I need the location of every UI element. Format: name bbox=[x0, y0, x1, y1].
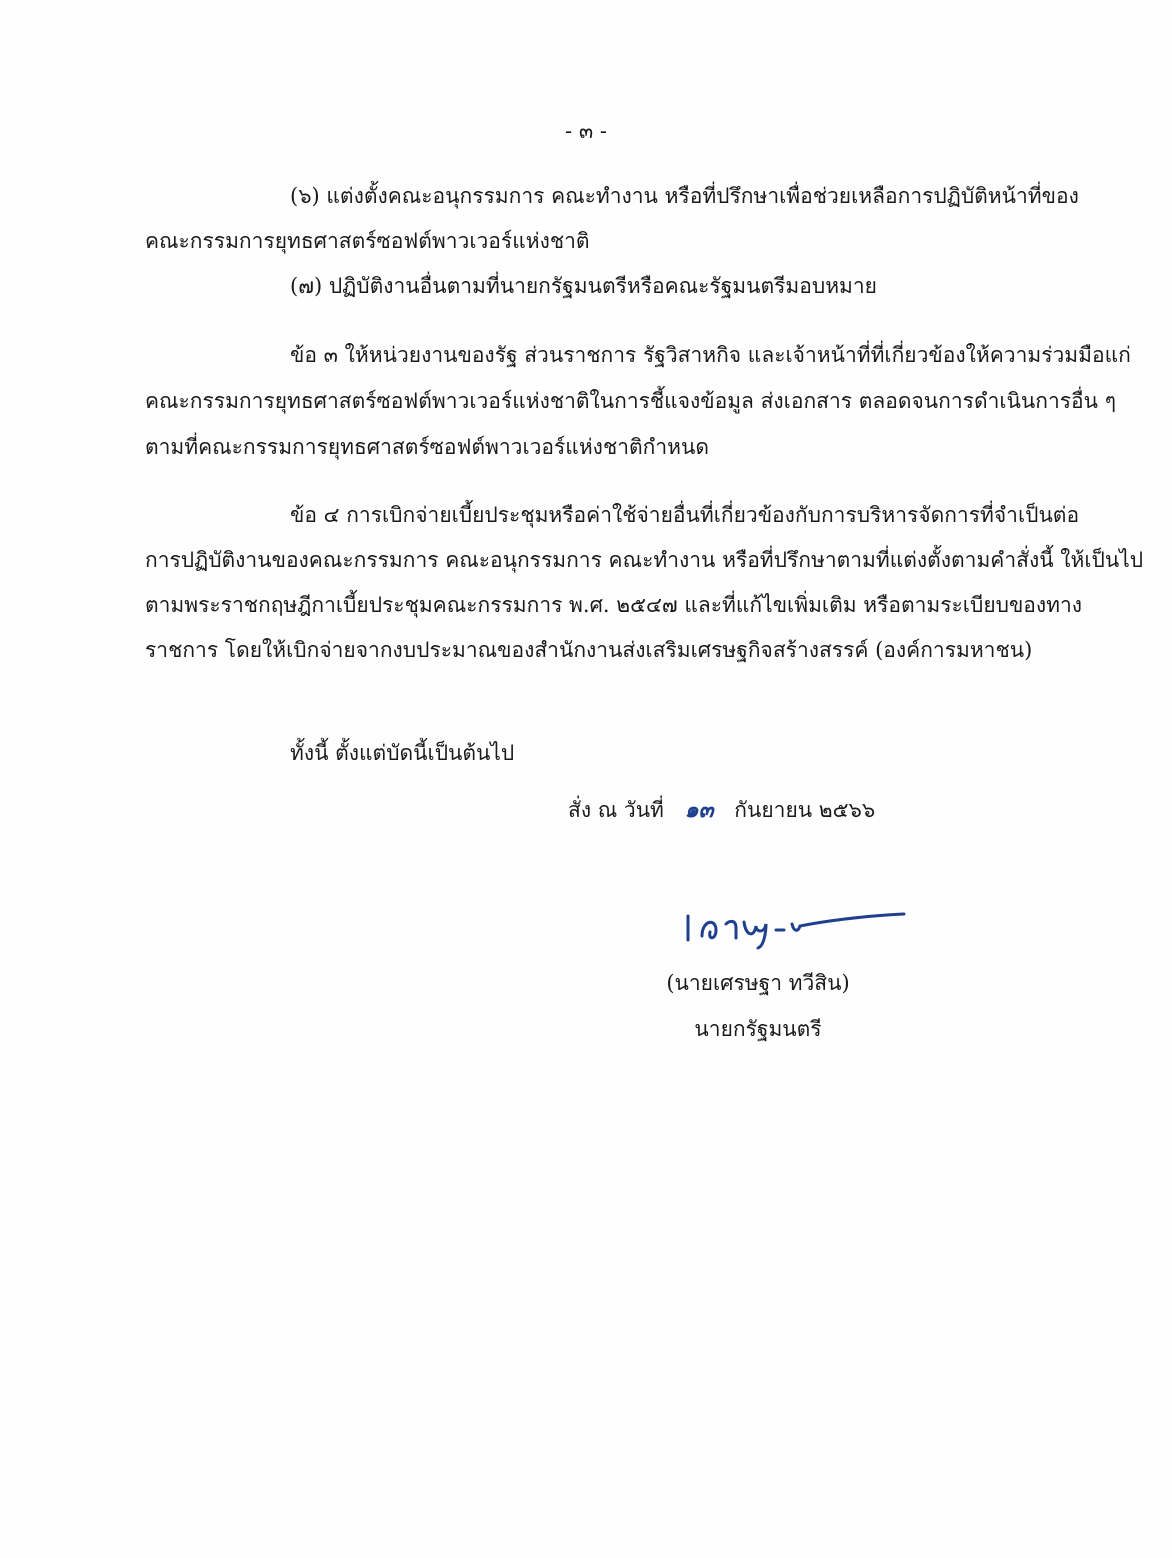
clause4-line4: ราชการ โดยให้เบิกจ่ายจากงบประมาณของสำนักงานส่งเสริมเศรษฐกิจสร้างสรรค์ (องค์การมหาชน) bbox=[145, 638, 1033, 662]
item6-line1: (๖) แต่งตั้งคณะอนุกรรมการ คณะทำงาน หรือที่ปรึกษาเพื่อช่วยเหลือการปฏิบัติหน้าที่ของ bbox=[290, 184, 1079, 208]
clause4-line1: ข้อ ๔ การเบิกจ่ายเบี้ยประชุมหรือค่าใช้จ่ายอื่นที่เกี่ยวข้องกับการบริหารจัดการที่จำเป็นต่อ bbox=[290, 503, 1080, 527]
clause4-line3: ตามพระราชกฤษฎีกาเบี้ยประชุมคณะกรรมการ พ.ศ. ๒๕๔๗ และที่แก้ไขเพิ่มเติม หรือตามระเบียบของทาง bbox=[145, 593, 1083, 617]
clause3-line1: ข้อ ๓ ให้หน่วยงานของรัฐ ส่วนราชการ รัฐวิสาหกิจ และเจ้าหน้าที่ที่เกี่ยวข้องให้ความร่วมมือแก่ bbox=[290, 343, 1131, 367]
date-line bbox=[568, 795, 875, 825]
date-prefix: สั่ง ณ วันที่ bbox=[568, 798, 664, 822]
clause4-line2: การปฏิบัติงานของคณะกรรมการ คณะอนุกรรมการ คณะทำงาน หรือที่ปรึกษาตามที่แต่งตั้งตามคำสั่งนี้ ให้เป็นไป bbox=[145, 548, 1144, 572]
date-month-year: กันยายน ๒๕๖๖ bbox=[734, 798, 876, 822]
signature-image bbox=[680, 902, 910, 962]
page-number: - ๓ - bbox=[565, 119, 607, 143]
clause3-line2: คณะกรรมการยุทธศาสตร์ซอฟต์พาวเวอร์แห่งชาติในการชี้แจงข้อมูล ส่งเอกสาร ตลอดจนการดำเนินการอื่น ๆ bbox=[145, 389, 1116, 413]
signer-title: นายกรัฐมนตรี bbox=[694, 1017, 822, 1041]
clause3-line3: ตามที่คณะกรรมการยุทธศาสตร์ซอฟต์พาวเวอร์แห่งชาติกำหนด bbox=[145, 435, 709, 459]
signer-name: (นายเศรษฐา ทวีสิน) bbox=[666, 971, 850, 995]
item6-line2: คณะกรรมการยุทธศาสตร์ซอฟต์พาวเวอร์แห่งชาติ bbox=[145, 229, 590, 253]
date-day-handwritten: ๑๓ bbox=[684, 797, 714, 823]
item7-line1: (๗) ปฏิบัติงานอื่นตามที่นายกรัฐมนตรีหรือคณะรัฐมนตรีมอบหมาย bbox=[290, 274, 877, 298]
effective-statement: ทั้งนี้ ตั้งแต่บัดนี้เป็นต้นไป bbox=[290, 741, 515, 765]
